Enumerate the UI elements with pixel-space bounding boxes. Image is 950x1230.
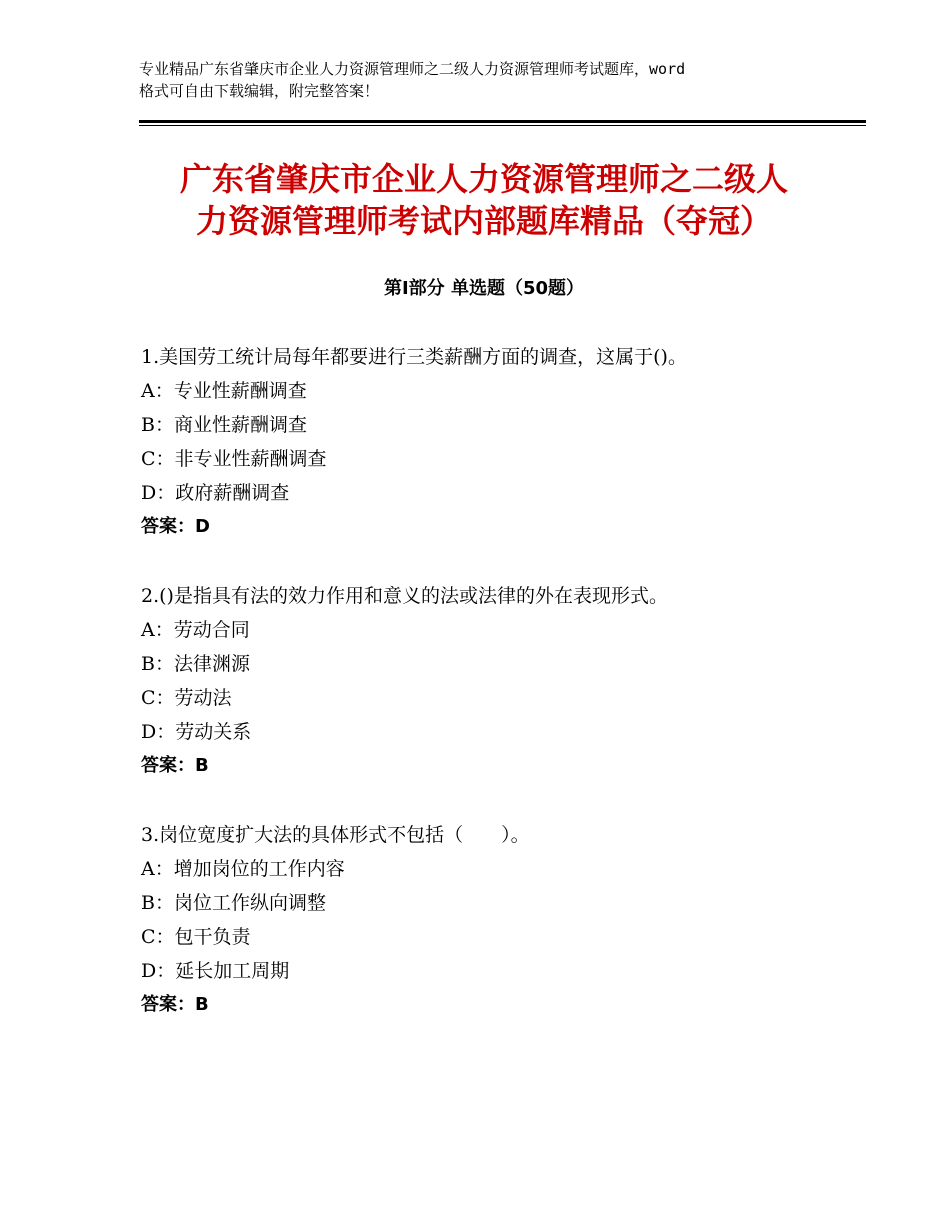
answer-label: 答案：B	[141, 755, 209, 776]
option-d: D：劳动关系	[141, 721, 252, 743]
option-c: C：包干负责	[141, 926, 251, 948]
question-1	[141, 340, 841, 544]
header-note-line-1: 专业精品广东省肇庆市企业人力资源管理师之二级人力资源管理师考试题库，word	[139, 60, 686, 78]
document-title-line-1: 广东省肇庆市企业人力资源管理师之二级人	[179, 160, 788, 198]
question-stem: 1.美国劳工统计局每年都要进行三类薪酬方面的调查，这属于()。	[141, 346, 687, 368]
question-2	[141, 579, 841, 783]
option-c: C：非专业性薪酬调查	[141, 448, 327, 470]
option-a: A：增加岗位的工作内容	[141, 858, 345, 880]
option-a: A：专业性薪酬调查	[141, 380, 307, 402]
option-d: D：延长加工周期	[141, 960, 290, 982]
option-b: B：岗位工作纵向调整	[141, 892, 326, 914]
option-c: C：劳动法	[141, 687, 232, 709]
option-a: A：劳动合同	[141, 619, 250, 641]
question-stem: 2.()是指具有法的效力作用和意义的法或法律的外在表现形式。	[141, 585, 668, 607]
answer-label: 答案：B	[141, 994, 209, 1015]
header-note-line-2: 格式可自由下载编辑，附完整答案！	[139, 82, 380, 100]
question-3	[141, 818, 841, 1022]
section-heading: 第Ⅰ部分 单选题（50题）	[383, 278, 584, 299]
option-b: B：法律渊源	[141, 653, 250, 675]
document-title	[139, 158, 829, 242]
option-b: B：商业性薪酬调查	[141, 414, 307, 436]
document-title-line-2: 力资源管理师考试内部题库精品（夺冠）	[195, 202, 772, 240]
answer-label: 答案：D	[141, 516, 210, 537]
header-divider-thin	[139, 125, 866, 126]
header-divider-thick	[139, 120, 866, 123]
question-stem: 3.岗位宽度扩大法的具体形式不包括（ ）。	[141, 824, 530, 846]
header-note	[139, 58, 819, 102]
option-d: D：政府薪酬调查	[141, 482, 290, 504]
